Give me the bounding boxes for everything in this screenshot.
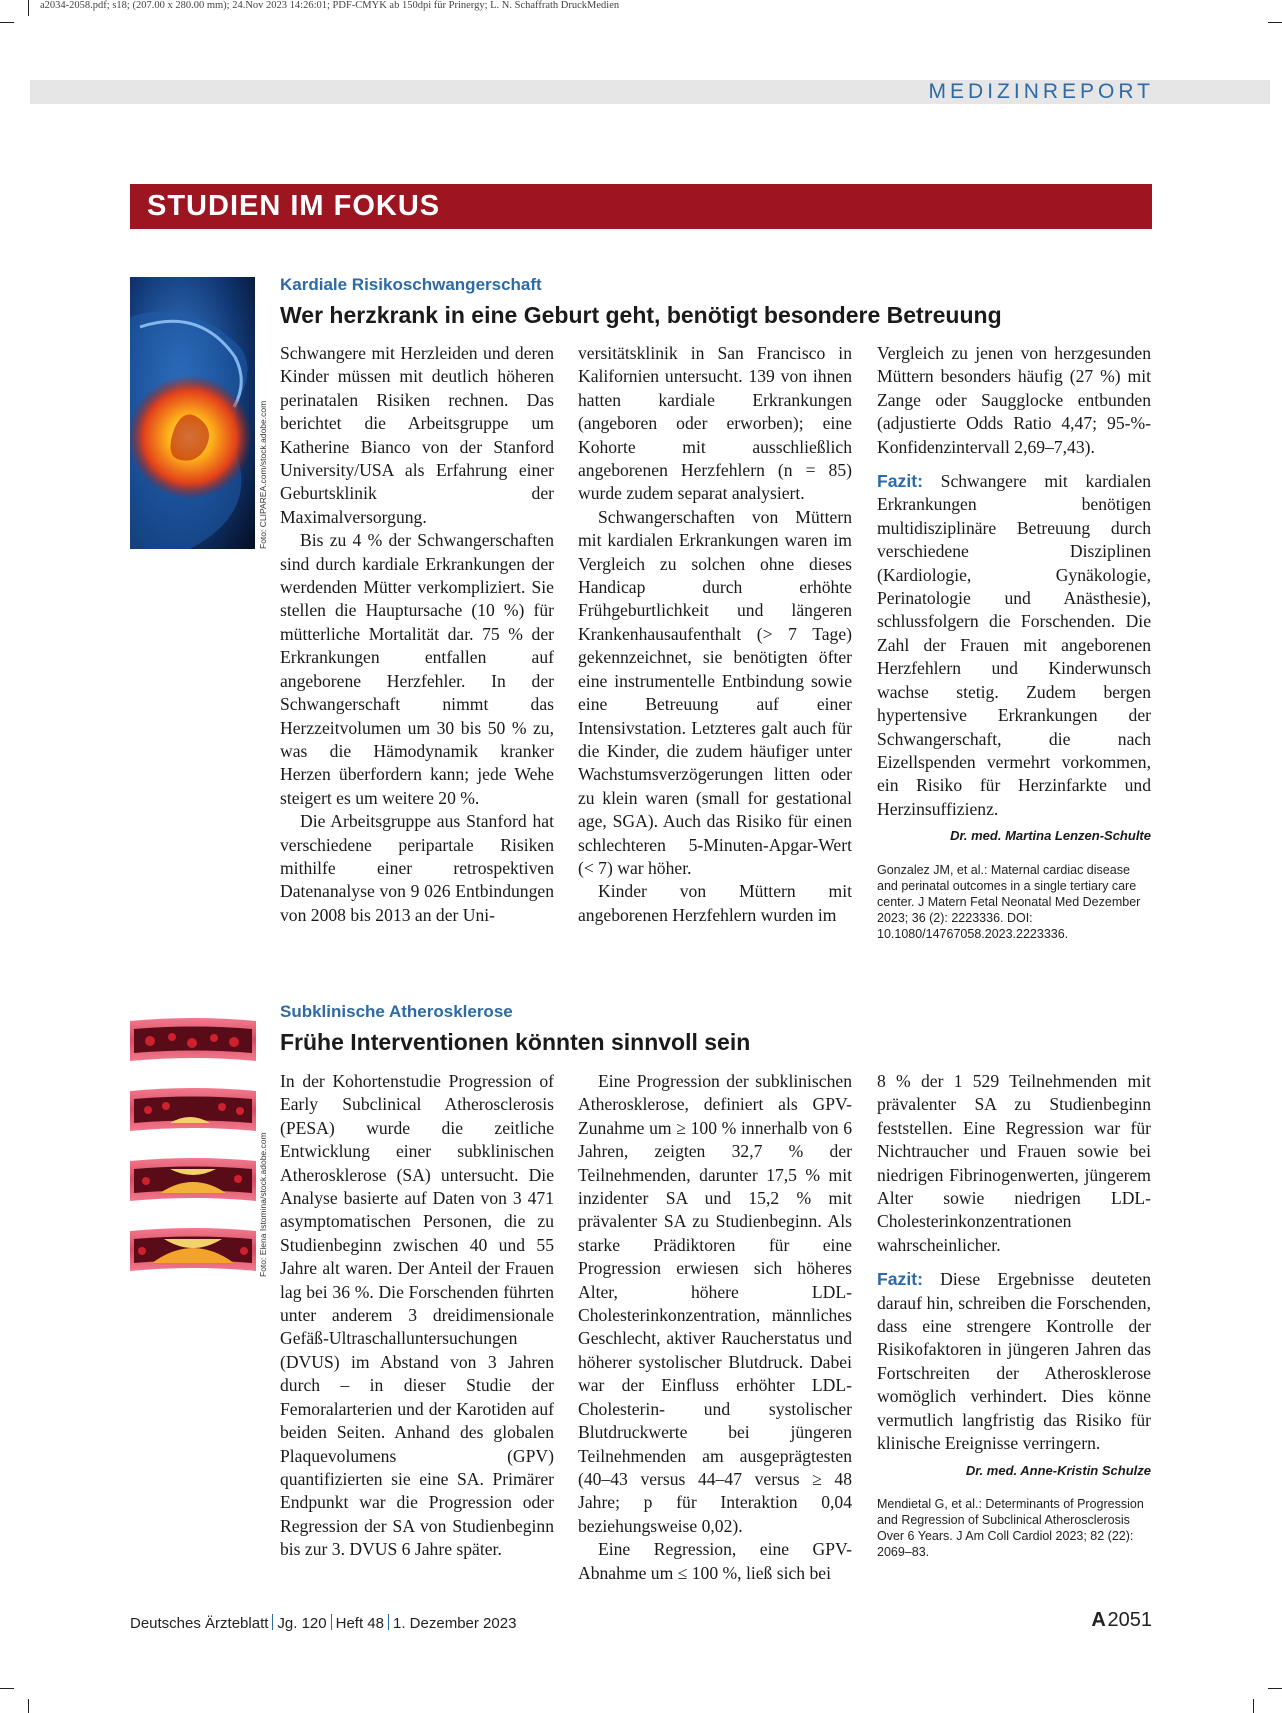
article-paragraph: Eine Progression der subklinischen Atherosklerose, definiert als GPV-Zunahme um ≥ 100 % innerhalb von 6 Jahren, zeigten 32,7 % der Teilnehmenden, darunter 17,5 % mit inzidenter SA und 15,2 % mit prävalenter SA zu Studienbeginn. Als starke Prädiktoren für eine Progression erwiesen sich höheres Alter, höhere LDL-Cholesterinkonzentration, männliches Geschlecht, aktiver Raucherstatus und höherer systolischer Blutdruck. Dabei war der Einfluss erhöhter LDL-Cholesterin- und systolischer Blutdruckwerte bei jüngeren Teilnehmenden am ausgeprägtesten (40–43 versus 44–47 versus ≥ 48 Jahre; p für Interaktion 0,04 beziehungsweise 0,02). bbox=[578, 1071, 852, 1536]
article-paragraph: Schwangere mit Herzleiden und deren Kinder müssen mit deutlich höheren perinatalen Risiken rechnen. Das berichtet die Arbeitsgruppe um Katherine Bianco von der Stanford University/USA als Erfahrung einer Geburtsklinik der Maximalversorgung. bbox=[280, 343, 554, 527]
footer-journal-info bbox=[130, 1614, 516, 1632]
fazit-paragraph bbox=[877, 1268, 1151, 1455]
crop-mark bbox=[1268, 1688, 1282, 1689]
crop-mark bbox=[0, 22, 14, 23]
page-number-value: 2051 bbox=[1107, 1609, 1152, 1631]
article-paragraph: Vergleich zu jenen von herzgesunden Müttern besonders häufig (27 %) mit Zange oder Saugglocke entbunden (adjustierte Odds Ratio 4,47; 95-%-Konfidenzintervall 2,69–7,43). bbox=[877, 343, 1151, 457]
article-paragraph: Schwangerschaften von Müttern mit kardialen Erkrankungen waren im Vergleich zu solchen ohne dieses Handicap durch erhöhte Frühgeburtlichkeit und längeren Krankenhausaufenthalt (> 7 Tage) gekennzeichnet, sie benötigten öfter eine instrumentelle Entbindung sowie eine Betreuung auf einer Intensivstation. Letzteres galt auch für die Kinder, die zudem häufiger unter Wachstumsverzögerungen litten oder zu klein waren (small for gestational age, SGA). Auch das Risiko für einen schlechteren 5-Minuten-Apgar-Wert (< 7) war höher. bbox=[578, 506, 852, 878]
author-name: Dr. med. Anne-Kristin Schulze bbox=[965, 1462, 1151, 1478]
pregnancy-heart-photo bbox=[130, 277, 255, 549]
article-column bbox=[280, 342, 554, 927]
article-paragraph: versitätsklinik in San Francisco in Kalifornien untersucht. 139 von ihnen hatten kardiale Erkrankungen (angeboren oder erworben); eine Kohorte mit ausschließlich angeborenen Herzfehlern (n = 85) wurde zudem separat analysiert. bbox=[578, 343, 852, 504]
crop-mark bbox=[28, 0, 29, 16]
journal-name: Deutsches Ärzteblatt bbox=[130, 1615, 269, 1632]
page-number bbox=[1091, 1609, 1152, 1632]
journal-date: 1. Dezember 2023 bbox=[393, 1615, 517, 1632]
footer-separator bbox=[331, 1614, 332, 1630]
article-column bbox=[578, 1070, 852, 1585]
page-prefix: A bbox=[1091, 1609, 1106, 1631]
fazit-text: Schwangere mit kardialen Erkrankungen benötigen multidisziplinäre Betreuung durch verschiedene Disziplinen (Kardiologie, Gynäkologie, Perinatologie und Anästhesie), schlussfolgern die Forschenden. Die Zahl der Frauen mit angeborenen Herzfehlern und Kinderwunsch wachse stetig. Zudem bergen hypertensive Erkrankungen der Schwangerschaft, die nach Eizellspenden vermehrt vorkommen, ein Risiko für Herzinfarkte und Herzinsuffizienz. bbox=[877, 471, 1151, 819]
fazit-paragraph bbox=[877, 470, 1151, 821]
article-headline: Frühe Interventionen könnten sinnvoll sein bbox=[280, 1029, 751, 1055]
author-name: Dr. med. Martina Lenzen-Schulte bbox=[950, 828, 1151, 844]
fazit-label: Fazit: bbox=[877, 1269, 923, 1290]
article-paragraph: Die Arbeitsgruppe aus Stanford hat verschiedene peripartale Risiken mithilfe einer retrospektiven Datenanalyse von 9 026 Entbindungen von 2008 bis 2013 an der Uni- bbox=[280, 811, 554, 925]
article-kicker: Kardiale Risikoschwangerschaft bbox=[280, 275, 542, 294]
article-column bbox=[578, 342, 852, 927]
crop-mark bbox=[28, 1699, 29, 1713]
crop-mark bbox=[1268, 22, 1282, 23]
footer-separator bbox=[388, 1614, 389, 1630]
crop-mark bbox=[0, 1688, 14, 1689]
article-paragraph: Eine Regression, eine GPV-Abnahme um ≤ 100 %, ließ sich bei bbox=[578, 1539, 852, 1583]
article-column bbox=[877, 1070, 1151, 1560]
photo-credit: Foto: CLIPAREA.com/stock.adobe.com bbox=[258, 400, 268, 549]
article-kicker: Subklinische Atherosklerose bbox=[280, 1002, 513, 1021]
article-paragraph: In der Kohortenstudie Progression of Early Subclinical Atherosclerosis (PESA) wurde die zeitliche Entwicklung einer subklinischen Atherosklerose (SA) untersucht. Die Analyse basierte auf Daten von 3 471 asymptomatischen Personen, die zu Studienbeginn zwischen 40 und 55 Jahre alt waren. Der Anteil der Frauen lag bei 36 %. Die Forschenden führten unter anderem 3 dreidimensionale Gefäß-Ultraschalluntersuchungen (DVUS) im Abstand von 3 Jahren durch – in dieser Studie der Femoralarterien und der Karotiden auf beiden Seiten. Anhand des globalen Plaquevolumens (GPV) quantifizierten sie eine SA. Primärer Endpunkt war die Progression oder Regression der SA von Studienbeginn bis zur 3. DVUS 6 Jahre später. bbox=[280, 1071, 554, 1560]
article-paragraph: 8 % der 1 529 Teilnehmenden mit prävalenter SA zu Studienbeginn feststellen. Eine Regression war für Nichtraucher und Frauen sowie bei niedrigen Fibrinogenwerten, jüngerem Alter sowie niedrigen LDL-Cholesterinkonzentrationen wahrscheinlicher. bbox=[877, 1071, 1151, 1255]
fazit-text: Diese Ergebnisse deuteten darauf hin, schreiben die Forschenden, dass eine strengere Kontrolle der Risikofaktoren in jüngeren Jahren das Fortschreiten der Atherosklerose womöglich verhindert. Dies könne vermutlich langfristig das Risiko für klinische Ereignisse verringern. bbox=[877, 1269, 1151, 1454]
article-column bbox=[280, 1070, 554, 1562]
journal-volume: Jg. 120 bbox=[277, 1615, 327, 1632]
reference: Gonzalez JM, et al.: Maternal cardiac disease and perinatal outcomes in a single tertiary care center. J Matern Fetal Neonatal Med Dezember 2023; 36 (2): 2223336. DOI: 10.1080/14767058.2023.2223336. bbox=[877, 862, 1141, 941]
crop-mark bbox=[1253, 1699, 1254, 1713]
reference: Mendietal G, et al.: Determinants of Progression and Regression of Subclinical Atherosclerosis Over 6 Years. J Am Coll Cardiol 2023; 82 (22): 2069–83. bbox=[877, 1496, 1144, 1559]
section-label: MEDIZINREPORT bbox=[928, 80, 1154, 103]
article-column bbox=[877, 342, 1151, 942]
author-line bbox=[877, 1458, 1151, 1482]
fazit-label: Fazit: bbox=[877, 471, 923, 492]
article-paragraph: Kinder von Müttern mit angeborenen Herzfehlern wurden im bbox=[578, 881, 852, 925]
banner-title: STUDIEN IM FOKUS bbox=[147, 190, 441, 222]
author-line bbox=[877, 823, 1151, 847]
footer-separator bbox=[272, 1614, 273, 1630]
article-headline: Wer herzkrank in eine Geburt geht, benötigt besondere Betreuung bbox=[280, 302, 1002, 328]
article-paragraph: Bis zu 4 % der Schwangerschaften sind durch kardiale Erkrankungen der werdenden Mütter verkompliziert. Sie stellen die Hauptursache (10 %) für mütterliche Mortalität dar. 75 % der Erkrankungen entfallen auf angeborene Herzfehler. In der Schwangerschaft nimmt das Herzzeitvolumen um 30 bis 50 % zu, was die Hämodynamik kranker Herzen überfordern kann; jede Wehe steigert es um weitere 20 %. bbox=[280, 530, 554, 808]
artery-plaque-illustration bbox=[130, 1017, 256, 1273]
journal-issue: Heft 48 bbox=[335, 1615, 384, 1632]
photo-credit: Foto: Elena Istomina/stock.adobe.com bbox=[258, 1132, 268, 1277]
print-info-line: a2034-2058.pdf; s18; (207.00 x 280.00 mm); 24.Nov 2023 14:26:01; PDF-CMYK ab 150dpi für Prinergy; L. N. Schaffrath DruckMedien bbox=[40, 0, 620, 11]
section-banner bbox=[130, 184, 1152, 229]
